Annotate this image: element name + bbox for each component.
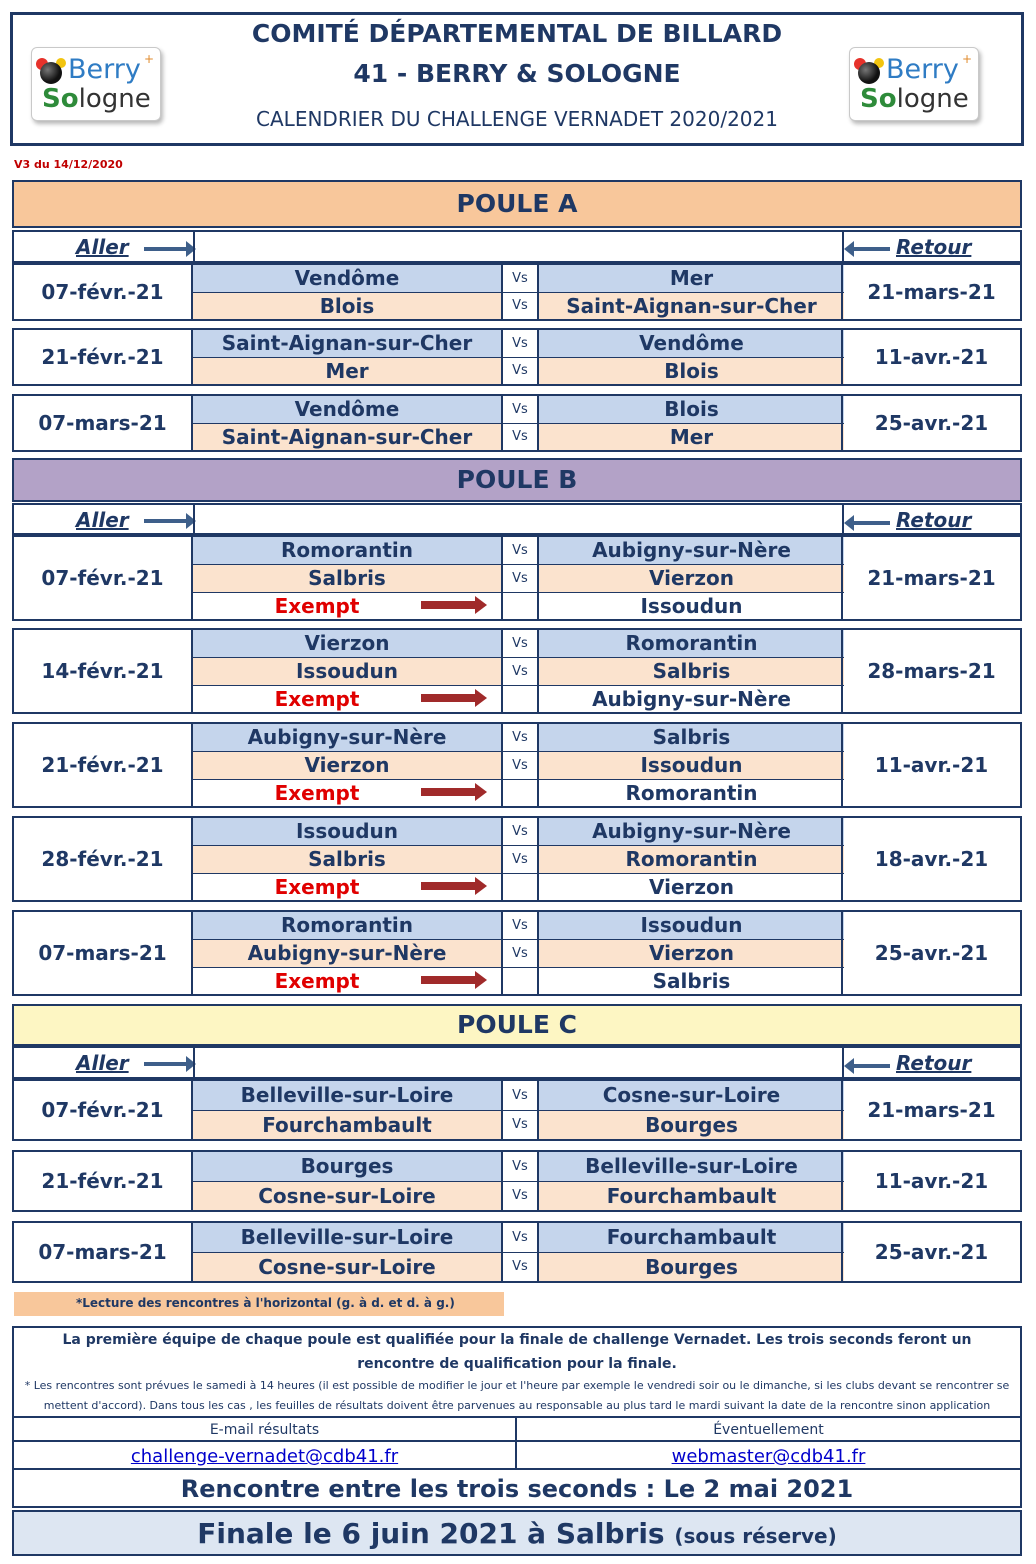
poule-b-round-3 [12, 722, 1022, 808]
exempt-team: Vierzon [539, 874, 844, 900]
page-header [10, 12, 1024, 146]
vs-label: Vs [503, 1223, 539, 1252]
home-team: Salbris [193, 565, 503, 592]
away-team: Salbris [539, 658, 844, 685]
match-row [193, 565, 844, 593]
version-label: V3 du 14/12/2020 [14, 158, 123, 171]
exempt-label: Exempt [274, 781, 360, 805]
empty-vs-cell [503, 874, 539, 900]
vs-label: Vs [503, 846, 539, 873]
aller-date: 07-févr.-21 [14, 537, 193, 619]
exempt-row [193, 686, 844, 712]
poule-b-round-4 [12, 816, 1022, 902]
match-row [193, 1182, 844, 1210]
away-team: Salbris [539, 724, 844, 751]
empty-vs-cell [503, 593, 539, 619]
retour-date: 18-avr.-21 [841, 818, 1020, 900]
exempt-cell [193, 874, 503, 900]
vs-label: Vs [503, 818, 539, 845]
retour-date: 11-avr.-21 [841, 724, 1020, 806]
match-row [193, 630, 844, 658]
committee-subtitle: 41 - BERRY & SOLOGNE [353, 59, 681, 88]
arrow-left-icon [850, 521, 890, 525]
away-team: Bourges [539, 1253, 844, 1281]
away-team: Cosne-sur-Loire [539, 1081, 844, 1110]
exempt-label: Exempt [274, 687, 360, 711]
retour-date: 25-avr.-21 [841, 912, 1020, 994]
arrow-right-icon [144, 519, 190, 523]
email-row [14, 1416, 1020, 1472]
plus-icon: + [961, 52, 972, 66]
aller-label: Aller [76, 1051, 129, 1075]
match-row [193, 537, 844, 565]
aller-date: 21-févr.-21 [14, 1152, 193, 1210]
vs-label: Vs [503, 265, 539, 292]
exempt-cell [193, 780, 503, 806]
committee-title: COMITÉ DÉPARTEMENTAL DE BILLARD [251, 19, 783, 48]
vs-label: Vs [503, 1182, 539, 1210]
poule-c-title: POULE C [12, 1004, 1022, 1046]
poule-b-title: POULE B [12, 458, 1022, 502]
email-eventuel-label: Éventuellement [517, 1418, 1020, 1442]
home-team: Issoudun [193, 658, 503, 685]
red-arrow-right-icon [421, 788, 479, 796]
match-row [193, 1081, 844, 1111]
away-team: Bourges [539, 1111, 844, 1139]
poule-b-aller-retour-row [12, 503, 1022, 535]
retour-date: 21-mars-21 [841, 265, 1020, 319]
logo-word-sologne: Sologne [42, 84, 151, 114]
empty-vs-cell [503, 968, 539, 994]
poule-c-aller-retour-row [12, 1046, 1022, 1079]
aller-date: 21-févr.-21 [14, 724, 193, 806]
home-team: Belleville-sur-Loire [193, 1081, 503, 1110]
exempt-team: Romorantin [539, 780, 844, 806]
aller-date: 14-févr.-21 [14, 630, 193, 712]
vs-label: Vs [503, 752, 539, 779]
poule-b-round-5 [12, 910, 1022, 996]
home-team: Saint-Aignan-sur-Cher [193, 424, 503, 450]
match-row [193, 846, 844, 874]
vs-label: Vs [503, 293, 539, 319]
exempt-cell [193, 686, 503, 712]
poule-c-round-2 [12, 1150, 1022, 1212]
away-team: Mer [539, 265, 844, 292]
email-results-label: E-mail résultats [14, 1418, 515, 1442]
home-team: Blois [193, 293, 503, 319]
away-team: Vendôme [539, 330, 844, 357]
exempt-row [193, 968, 844, 994]
vs-label: Vs [503, 424, 539, 450]
match-row [193, 912, 844, 940]
red-arrow-right-icon [421, 601, 479, 609]
aller-date: 21-févr.-21 [14, 330, 193, 384]
vs-label: Vs [503, 1152, 539, 1181]
vs-label: Vs [503, 358, 539, 384]
retour-date: 21-mars-21 [841, 1081, 1020, 1139]
match-row [193, 940, 844, 968]
vs-label: Vs [503, 396, 539, 423]
match-row [193, 1223, 844, 1253]
retour-date: 28-mars-21 [841, 630, 1020, 712]
retour-label: Retour [896, 235, 972, 259]
retour-label: Retour [896, 1051, 972, 1075]
poule-a-round-3 [12, 394, 1022, 452]
retour-date: 21-mars-21 [841, 537, 1020, 619]
exempt-team: Aubigny-sur-Nère [539, 686, 844, 712]
final-subtext: (sous réserve) [674, 1524, 837, 1548]
away-team: Fourchambault [539, 1223, 844, 1252]
home-team: Vendôme [193, 396, 503, 423]
arrow-left-icon [850, 1064, 890, 1068]
match-row [193, 265, 844, 293]
match-row [193, 1253, 844, 1281]
away-team: Aubigny-sur-Nère [539, 537, 844, 564]
match-row [193, 752, 844, 780]
match-row [193, 658, 844, 686]
exempt-cell [193, 593, 503, 619]
aller-date: 28-févr.-21 [14, 818, 193, 900]
away-team: Issoudun [539, 752, 844, 779]
poule-a-title: POULE A [12, 180, 1022, 228]
vs-label: Vs [503, 1111, 539, 1139]
match-row [193, 724, 844, 752]
poule-a-round-2 [12, 328, 1022, 386]
seconds-match-banner: Rencontre entre les trois seconds : Le 2 mai 2021 [12, 1468, 1022, 1508]
final-banner [12, 1510, 1022, 1556]
away-team: Issoudun [539, 912, 844, 939]
vs-label: Vs [503, 940, 539, 967]
red-arrow-right-icon [421, 694, 479, 702]
home-team: Saint-Aignan-sur-Cher [193, 330, 503, 357]
poule-c-round-3 [12, 1221, 1022, 1283]
match-row [193, 1152, 844, 1182]
poule-b-round-1 [12, 535, 1022, 621]
poule-a-aller-retour-row [12, 230, 1022, 263]
home-team: Cosne-sur-Loire [193, 1253, 503, 1281]
match-row [193, 330, 844, 358]
home-team: Salbris [193, 846, 503, 873]
match-row [193, 424, 844, 450]
home-team: Vendôme [193, 265, 503, 292]
home-team: Aubigny-sur-Nère [193, 724, 503, 751]
away-team: Fourchambault [539, 1182, 844, 1210]
aller-date: 07-mars-21 [14, 912, 193, 994]
aller-date: 07-févr.-21 [14, 1081, 193, 1139]
empty-vs-cell [503, 780, 539, 806]
match-row [193, 818, 844, 846]
home-team: Issoudun [193, 818, 503, 845]
empty-vs-cell [503, 686, 539, 712]
retour-date: 25-avr.-21 [841, 396, 1020, 450]
home-team: Mer [193, 358, 503, 384]
match-row [193, 1111, 844, 1139]
red-arrow-right-icon [421, 882, 479, 890]
vs-label: Vs [503, 1081, 539, 1110]
retour-date: 11-avr.-21 [841, 1152, 1020, 1210]
retour-date: 25-avr.-21 [841, 1223, 1020, 1281]
calendar-title: CALENDRIER DU CHALLENGE VERNADET 2020/2021 [256, 107, 778, 131]
logo-word-sologne: Sologne [860, 84, 969, 114]
berry-sologne-logo-right [849, 47, 979, 121]
home-team: Cosne-sur-Loire [193, 1182, 503, 1210]
logo-word-berry: Berry [68, 54, 141, 85]
qualification-text: La première équipe de chaque poule est qualifiée pour la finale de challenge Vernadet. Les trois seconds feront un rencontre de qualification pour la finale. [62, 1332, 972, 1372]
exempt-row [193, 593, 844, 619]
exempt-label: Exempt [274, 969, 360, 993]
exempt-cell [193, 968, 503, 994]
away-team: Belleville-sur-Loire [539, 1152, 844, 1181]
vs-label: Vs [503, 912, 539, 939]
home-team: Fourchambault [193, 1111, 503, 1139]
arrow-right-icon [144, 1062, 190, 1066]
plus-icon: + [143, 52, 154, 66]
away-team: Aubigny-sur-Nère [539, 818, 844, 845]
away-team: Vierzon [539, 565, 844, 592]
arrow-right-icon [144, 247, 190, 251]
retour-date: 11-avr.-21 [841, 330, 1020, 384]
poule-a-round-1 [12, 263, 1022, 321]
match-row [193, 396, 844, 424]
vs-label: Vs [503, 724, 539, 751]
rules-text: * Les rencontres sont prévues le samedi à 14 heures (il est possible de modifier le jour et l'heure par exemple le vendredi soir ou le dimanche, si les clubs devant se rencontrer se mettent d'accord). Dans tous les cas , les feuilles de résultats doivent être parvenues au responsable au plus tard le mardi suivant la date de la rencontre sinon application [24, 1379, 1010, 1412]
away-team: Romorantin [539, 846, 844, 873]
email-eventuel-cell [517, 1418, 1020, 1474]
vs-label: Vs [503, 565, 539, 592]
away-team: Mer [539, 424, 844, 450]
vs-label: Vs [503, 537, 539, 564]
away-team: Saint-Aignan-sur-Cher [539, 293, 844, 319]
exempt-row [193, 874, 844, 900]
final-text: Finale le 6 juin 2021 à Salbris [197, 1517, 665, 1550]
exempt-label: Exempt [274, 594, 360, 618]
info-box [12, 1326, 1022, 1474]
vs-label: Vs [503, 658, 539, 685]
vs-label: Vs [503, 1253, 539, 1281]
exempt-team: Salbris [539, 968, 844, 994]
home-team: Vierzon [193, 630, 503, 657]
away-team: Vierzon [539, 940, 844, 967]
vs-label: Vs [503, 330, 539, 357]
home-team: Bourges [193, 1152, 503, 1181]
aller-date: 07-mars-21 [14, 396, 193, 450]
arrow-left-icon [850, 247, 890, 251]
exempt-row [193, 780, 844, 806]
reading-note: *Lecture des rencontres à l'horizontal (g. à d. et d. à g.) [14, 1292, 504, 1316]
match-row [193, 358, 844, 384]
home-team: Vierzon [193, 752, 503, 779]
home-team: Aubigny-sur-Nère [193, 940, 503, 967]
poule-c-round-1 [12, 1079, 1022, 1141]
billiard-ball-black-icon [858, 62, 880, 84]
exempt-team: Issoudun [539, 593, 844, 619]
email-results-link[interactable]: challenge-vernadet@cdb41.fr [130, 1446, 399, 1467]
home-team: Belleville-sur-Loire [193, 1223, 503, 1252]
away-team: Romorantin [539, 630, 844, 657]
email-results-cell [14, 1418, 517, 1474]
away-team: Blois [539, 396, 844, 423]
logo-word-berry: Berry [886, 54, 959, 85]
exempt-label: Exempt [274, 875, 360, 899]
home-team: Romorantin [193, 912, 503, 939]
email-webmaster-link[interactable]: webmaster@cdb41.fr [671, 1446, 866, 1467]
retour-label: Retour [896, 508, 972, 532]
aller-label: Aller [76, 508, 129, 532]
aller-date: 07-mars-21 [14, 1223, 193, 1281]
home-team: Romorantin [193, 537, 503, 564]
away-team: Blois [539, 358, 844, 384]
vs-label: Vs [503, 630, 539, 657]
aller-label: Aller [76, 235, 129, 259]
match-row [193, 293, 844, 319]
aller-date: 07-févr.-21 [14, 265, 193, 319]
red-arrow-right-icon [421, 976, 479, 984]
poule-b-round-2 [12, 628, 1022, 714]
